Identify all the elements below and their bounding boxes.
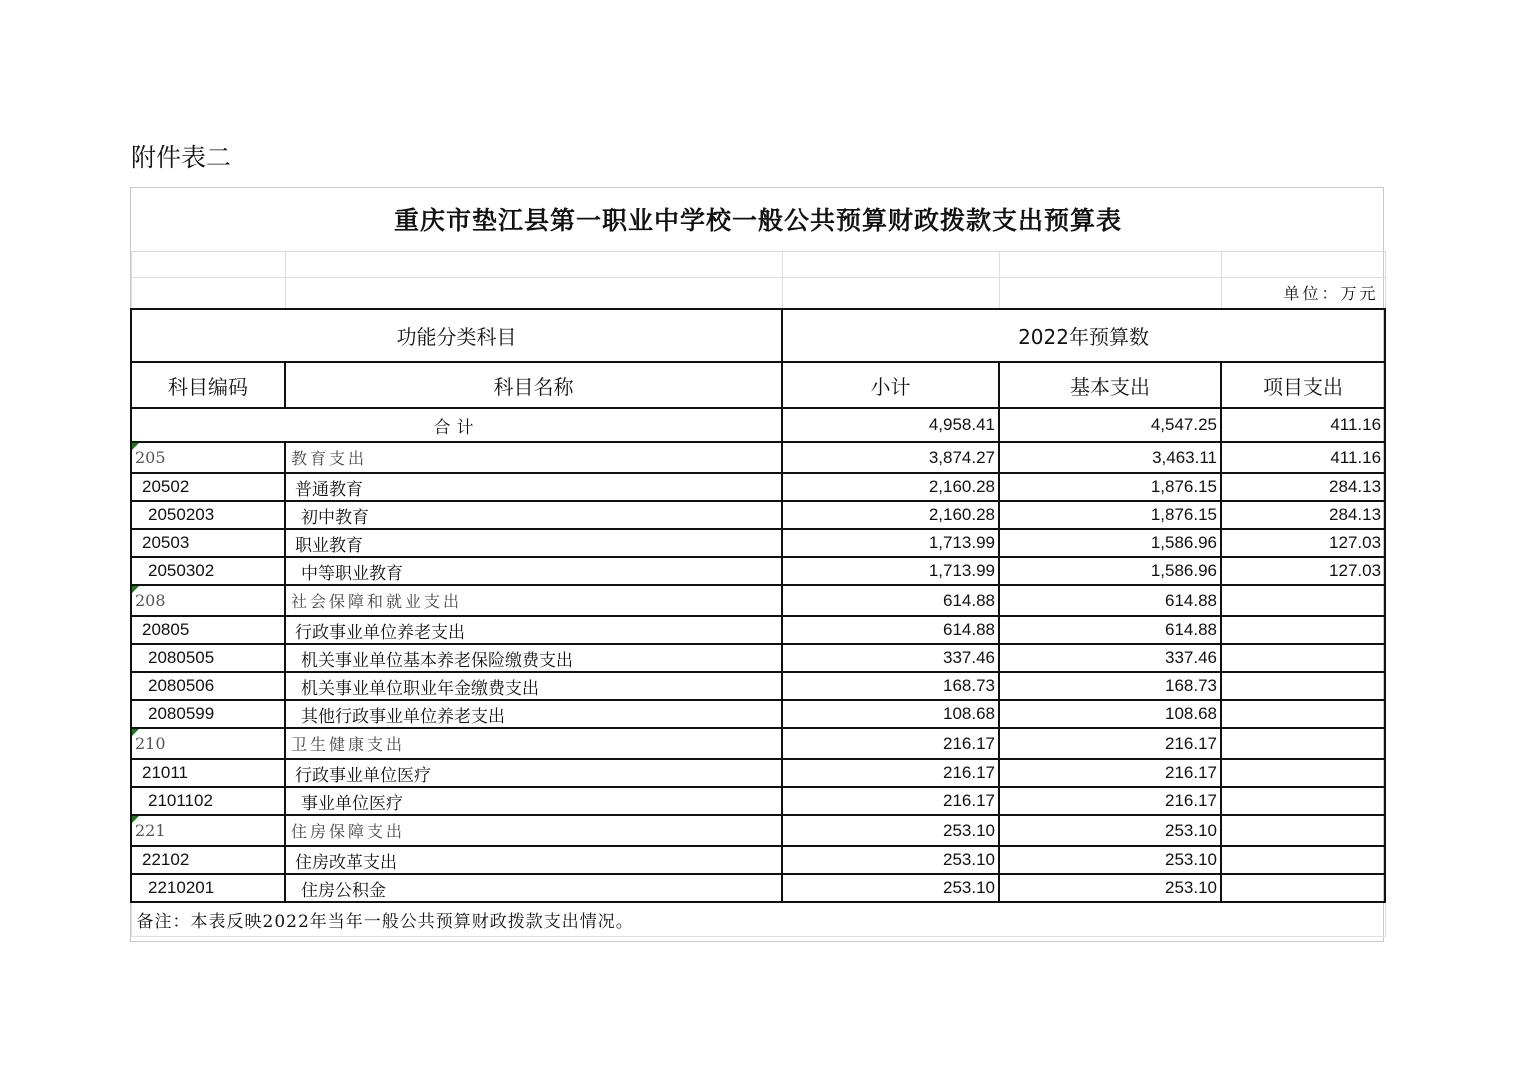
- table-note: 备注：本表反映2022年当年一般公共预算财政拨款支出情况。: [131, 902, 1385, 936]
- row-code: 2101102: [131, 787, 285, 815]
- row-code: [131, 442, 285, 473]
- row-name: 住房改革支出: [285, 846, 782, 874]
- row-code: 2050203: [131, 501, 285, 529]
- row-code: 2080505: [131, 644, 285, 672]
- row-subtotal: 1,713.99: [782, 557, 999, 585]
- row-name: 其他行政事业单位养老支出: [285, 700, 782, 728]
- table-row: [131, 616, 1385, 644]
- total-basic: 4,547.25: [999, 408, 1221, 442]
- row-project: [1221, 846, 1385, 874]
- row-project: 411.16: [1221, 442, 1385, 473]
- row-subtotal: 108.68: [782, 700, 999, 728]
- table-row: [131, 585, 1385, 616]
- row-subtotal: 216.17: [782, 728, 999, 759]
- row-subtotal: 614.88: [782, 585, 999, 616]
- table-row: [131, 473, 1385, 501]
- table-row: [131, 728, 1385, 759]
- row-subtotal: 253.10: [782, 874, 999, 902]
- cell-comment-marker: [132, 443, 139, 450]
- row-basic: 1,876.15: [999, 501, 1221, 529]
- row-name: 住房保障支出: [285, 815, 782, 846]
- row-code: [131, 585, 285, 616]
- row-project: [1221, 616, 1385, 644]
- table-row: [131, 846, 1385, 874]
- total-label: 合计: [131, 408, 782, 442]
- row-project: [1221, 728, 1385, 759]
- row-basic: 614.88: [999, 616, 1221, 644]
- row-code: 20805: [131, 616, 285, 644]
- row-project: [1221, 787, 1385, 815]
- table-row: [131, 644, 1385, 672]
- row-project: [1221, 874, 1385, 902]
- row-basic: 1,876.15: [999, 473, 1221, 501]
- table-row: [131, 759, 1385, 787]
- row-code: 22102: [131, 846, 285, 874]
- row-basic: 614.88: [999, 585, 1221, 616]
- row-code-text: 210: [135, 734, 166, 753]
- note-row: [131, 902, 1385, 936]
- row-project: [1221, 644, 1385, 672]
- row-code: 2210201: [131, 874, 285, 902]
- row-code: [131, 815, 285, 846]
- row-code-text: 221: [135, 821, 166, 840]
- row-project: [1221, 815, 1385, 846]
- table-row: [131, 874, 1385, 902]
- cell-comment-marker: [132, 816, 139, 823]
- row-name: 行政事业单位养老支出: [285, 616, 782, 644]
- row-name: 中等职业教育: [285, 557, 782, 585]
- unit-row: [131, 277, 1385, 309]
- column-header-subtotal: 小计: [782, 362, 999, 408]
- table-row: [131, 529, 1385, 557]
- row-code: 20503: [131, 529, 285, 557]
- row-basic: 108.68: [999, 700, 1221, 728]
- row-subtotal: 2,160.28: [782, 473, 999, 501]
- row-project: 284.13: [1221, 473, 1385, 501]
- header-group-row: [131, 309, 1385, 362]
- row-project: [1221, 759, 1385, 787]
- column-header-basic: 基本支出: [999, 362, 1221, 408]
- row-basic: 253.10: [999, 874, 1221, 902]
- table-row: [131, 557, 1385, 585]
- header-functional-category: 功能分类科目: [131, 309, 782, 362]
- row-subtotal: 614.88: [782, 616, 999, 644]
- row-name: 卫生健康支出: [285, 728, 782, 759]
- table-row: [131, 815, 1385, 846]
- row-basic: 216.17: [999, 787, 1221, 815]
- blank-row: [131, 251, 1385, 277]
- table-row: [131, 501, 1385, 529]
- row-name: 机关事业单位基本养老保险缴费支出: [285, 644, 782, 672]
- row-subtotal: 3,874.27: [782, 442, 999, 473]
- row-basic: 253.10: [999, 846, 1221, 874]
- table-title: 重庆市垫江县第一职业中学校一般公共预算财政拨款支出预算表: [131, 187, 1385, 251]
- row-code: 2080599: [131, 700, 285, 728]
- row-basic: 1,586.96: [999, 529, 1221, 557]
- row-code-text: 208: [135, 591, 166, 610]
- row-subtotal: 1,713.99: [782, 529, 999, 557]
- row-name: 事业单位医疗: [285, 787, 782, 815]
- row-name: 初中教育: [285, 501, 782, 529]
- row-basic: 253.10: [999, 815, 1221, 846]
- budget-table: [130, 187, 1386, 937]
- row-basic: 3,463.11: [999, 442, 1221, 473]
- unit-label: 单位：万元: [1221, 277, 1385, 309]
- row-name: 行政事业单位医疗: [285, 759, 782, 787]
- row-basic: 216.17: [999, 759, 1221, 787]
- row-basic: 168.73: [999, 672, 1221, 700]
- row-project: [1221, 585, 1385, 616]
- table-row: [131, 442, 1385, 473]
- row-subtotal: 2,160.28: [782, 501, 999, 529]
- table-row: [131, 672, 1385, 700]
- row-code: [131, 728, 285, 759]
- attachment-label: 附件表二: [131, 143, 232, 172]
- row-name: 住房公积金: [285, 874, 782, 902]
- row-project: 127.03: [1221, 529, 1385, 557]
- column-header-project: 项目支出: [1221, 362, 1385, 408]
- cell-comment-marker: [132, 729, 139, 736]
- row-code: 21011: [131, 759, 285, 787]
- cell-comment-marker: [132, 586, 139, 593]
- table-row: [131, 700, 1385, 728]
- row-subtotal: 253.10: [782, 846, 999, 874]
- row-code: 2080506: [131, 672, 285, 700]
- row-basic: 337.46: [999, 644, 1221, 672]
- column-header-name: 科目名称: [285, 362, 782, 408]
- row-name: 教育支出: [285, 442, 782, 473]
- total-subtotal: 4,958.41: [782, 408, 999, 442]
- row-basic: 1,586.96: [999, 557, 1221, 585]
- row-name: 机关事业单位职业年金缴费支出: [285, 672, 782, 700]
- row-project: [1221, 700, 1385, 728]
- total-row: [131, 408, 1385, 442]
- column-header-code: 科目编码: [131, 362, 285, 408]
- row-code: 2050302: [131, 557, 285, 585]
- row-code-text: 205: [135, 448, 166, 467]
- row-name: 职业教育: [285, 529, 782, 557]
- row-subtotal: 216.17: [782, 787, 999, 815]
- row-project: [1221, 672, 1385, 700]
- row-subtotal: 168.73: [782, 672, 999, 700]
- row-project: 284.13: [1221, 501, 1385, 529]
- row-subtotal: 337.46: [782, 644, 999, 672]
- row-subtotal: 253.10: [782, 815, 999, 846]
- row-subtotal: 216.17: [782, 759, 999, 787]
- row-name: 社会保障和就业支出: [285, 585, 782, 616]
- row-project: 127.03: [1221, 557, 1385, 585]
- table-row: [131, 787, 1385, 815]
- header-budget-2022: 2022年预算数: [782, 309, 1385, 362]
- total-project: 411.16: [1221, 408, 1385, 442]
- row-code: 20502: [131, 473, 285, 501]
- header-columns-row: [131, 362, 1385, 408]
- row-name: 普通教育: [285, 473, 782, 501]
- row-basic: 216.17: [999, 728, 1221, 759]
